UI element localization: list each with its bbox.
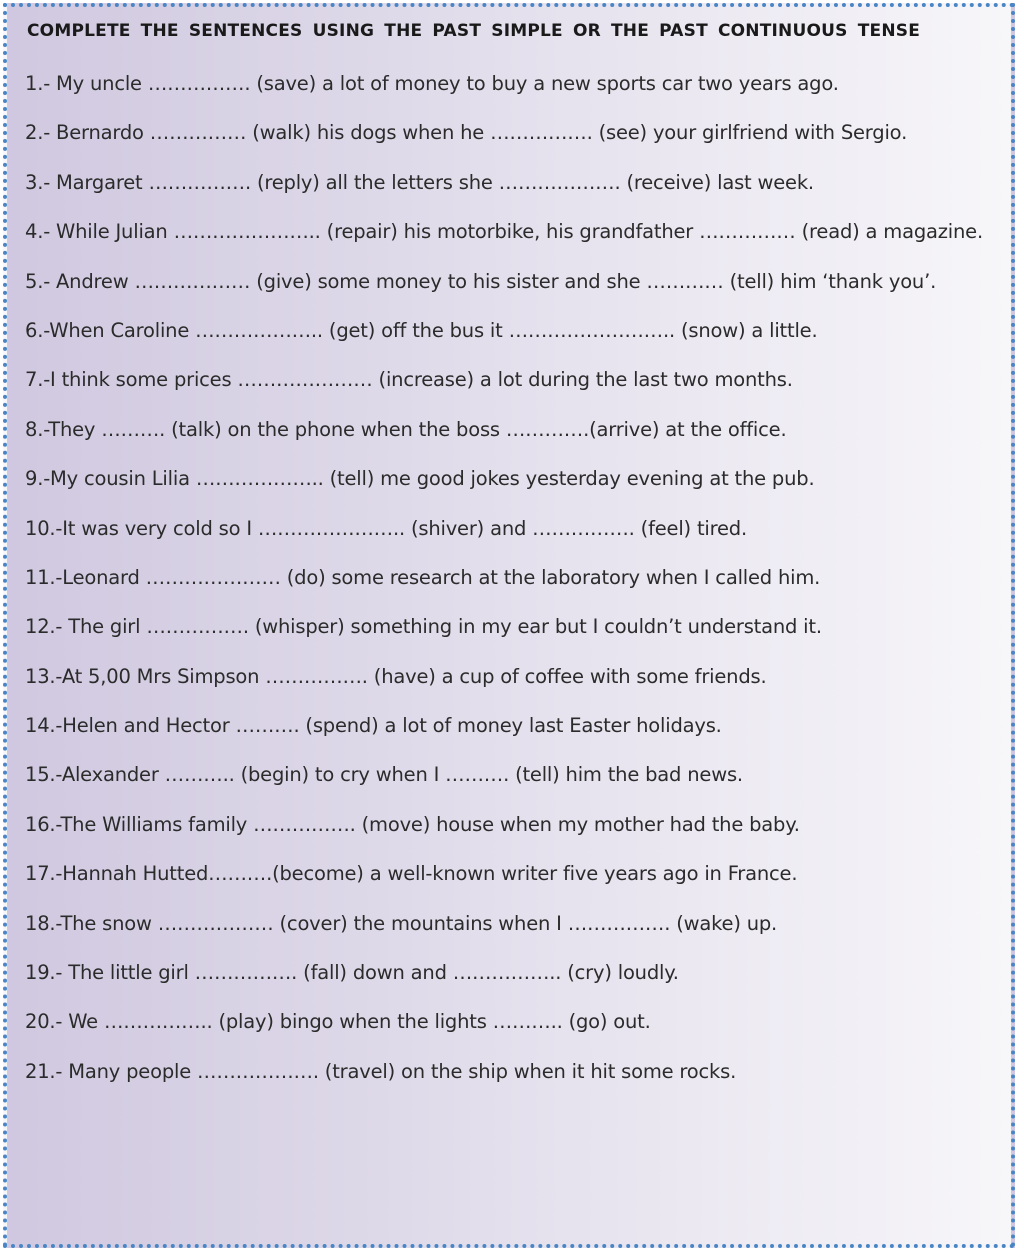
sentence-7: 7.-I think some prices ………………… (increase) a lot during the last two months. bbox=[25, 368, 793, 392]
sentence-9: 9.-My cousin Lilia ……………….. (tell) me good jokes yesterday evening at the pub. bbox=[25, 467, 815, 491]
sentence-1: 1.- My uncle ……………. (save) a lot of money to buy a new sports car two years ago. bbox=[25, 72, 839, 95]
sentence-17: 17.-Hannah Hutted……….(become) a well-known writer five years ago in France. bbox=[25, 862, 798, 886]
sentence-4: 4.- While Julian ………………….. (repair) his motorbike, his grandfather …………… (read) a magazine. bbox=[25, 220, 983, 244]
sentence-13: 13.-At 5,00 Mrs Simpson ……………. (have) a cup of coffee with some friends. bbox=[25, 664, 767, 688]
sentence-5: 5.- Andrew ……………… (give) some money to his sister and she ………… (tell) him ‘thank you’. bbox=[25, 269, 937, 293]
sentence-11: 11.-Leonard ………………… (do) some research at the laboratory when I called him. bbox=[25, 565, 821, 589]
sentence-20: 20.- We …………….. (play) bingo when the lights ……….. (go) out. bbox=[25, 1010, 651, 1034]
sentence-18: 18.-The snow ……………… (cover) the mountains when I ……………. (wake) up. bbox=[25, 911, 778, 935]
sentence-16: 16.-The Williams family ……………. (move) house when my mother had the baby. bbox=[25, 812, 800, 836]
sentence-15: 15.-Alexander ……….. (begin) to cry when I ………. (tell) him the bad news. bbox=[25, 763, 743, 787]
sentence-3: 3.- Margaret ……………. (reply) all the letters she ………………. (receive) last week. bbox=[25, 170, 814, 194]
sentence-10: 10.-It was very cold so I ………………….. (shiver) and ……………. (feel) tired. bbox=[25, 516, 747, 540]
sentence-8: 8.-They ………. (talk) on the phone when the boss ………….(arrive) at the office. bbox=[25, 417, 787, 441]
sentence-21: 21.- Many people ………………. (travel) on the ship when it hit some rocks. bbox=[25, 1059, 737, 1083]
sentence-6: 6.-When Caroline ……………….. (get) off the bus it …………………….. (snow) a little. bbox=[25, 318, 818, 342]
worksheet-title: COMPLETE THE SENTENCES USING THE PAST SIMPLE OR THE PAST CONTINUOUS TENSE bbox=[27, 21, 921, 41]
sentence-14: 14.-Helen and Hector ………. (spend) a lot of money last Easter holidays. bbox=[25, 714, 722, 738]
sentence-2: 2.- Bernardo …………… (walk) his dogs when he ……………. (see) your girlfriend with Sergio. bbox=[25, 121, 908, 145]
worksheet-panel bbox=[3, 3, 1015, 1248]
sentence-12: 12.- The girl ……………. (whisper) something in my ear but I couldn’t understand it. bbox=[25, 615, 822, 639]
sentence-list bbox=[25, 67, 983, 1104]
sentence-19: 19.- The little girl ……………. (fall) down and …………….. (cry) loudly. bbox=[25, 961, 679, 985]
